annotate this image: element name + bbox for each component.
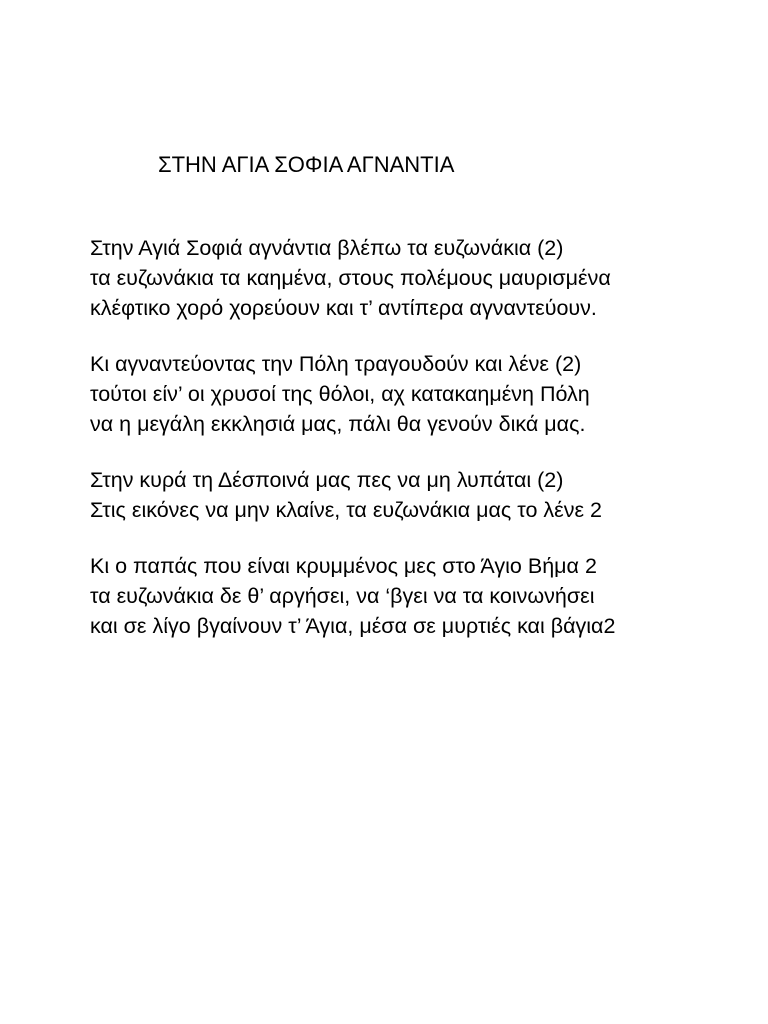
stanza xyxy=(90,349,750,439)
verse-line: Κι αγναντεύοντας την Πόλη τραγουδούν και λένε (2) xyxy=(90,352,582,376)
verse-line: Στις εικόνες να μην κλαίνε, τα ευζωνάκια μας το λένε 2 xyxy=(90,498,602,522)
verse-line: Στην Αγιά Σοφιά αγνάντια βλέπω τα ευζωνάκια (2) xyxy=(90,236,564,260)
stanza xyxy=(90,551,750,641)
verse-line: τα ευζωνάκια δε θ’ αργήσει, να ‘βγει να τα κοινωνήσει xyxy=(90,584,595,608)
lyrics-body xyxy=(90,233,750,667)
verse-line: κλέφτικο χορό χορεύουν και τ’ αντίπερα αγναντεύουν. xyxy=(90,296,597,320)
verse-line: να η μεγάλη εκκλησιά μας, πάλι θα γενούν δικά μας. xyxy=(90,412,586,436)
verse-line: και σε λίγο βγαίνουν τ’ Άγια, μέσα σε μυρτιές και βάγια2 xyxy=(90,614,616,638)
stanza xyxy=(90,233,750,323)
verse-line: Κι ο παπάς που είναι κρυμμένος μες στο Άγιο Βήμα 2 xyxy=(90,554,597,578)
page-title: ΣΤΗΝ ΑΓΙΑ ΣΟΦΙΑ ΑΓΝΑΝΤΙΑ xyxy=(158,152,455,177)
verse-line: Στην κυρά τη Δέσποινά μας πες να μη λυπάται (2) xyxy=(90,468,564,492)
verse-line: τούτοι είν’ οι χρυσοί της θόλοι, αχ κατακαημένη Πόλη xyxy=(90,382,590,406)
stanza xyxy=(90,465,750,525)
verse-line: τα ευζωνάκια τα καημένα, στους πολέμους μαυρισμένα xyxy=(90,266,611,290)
